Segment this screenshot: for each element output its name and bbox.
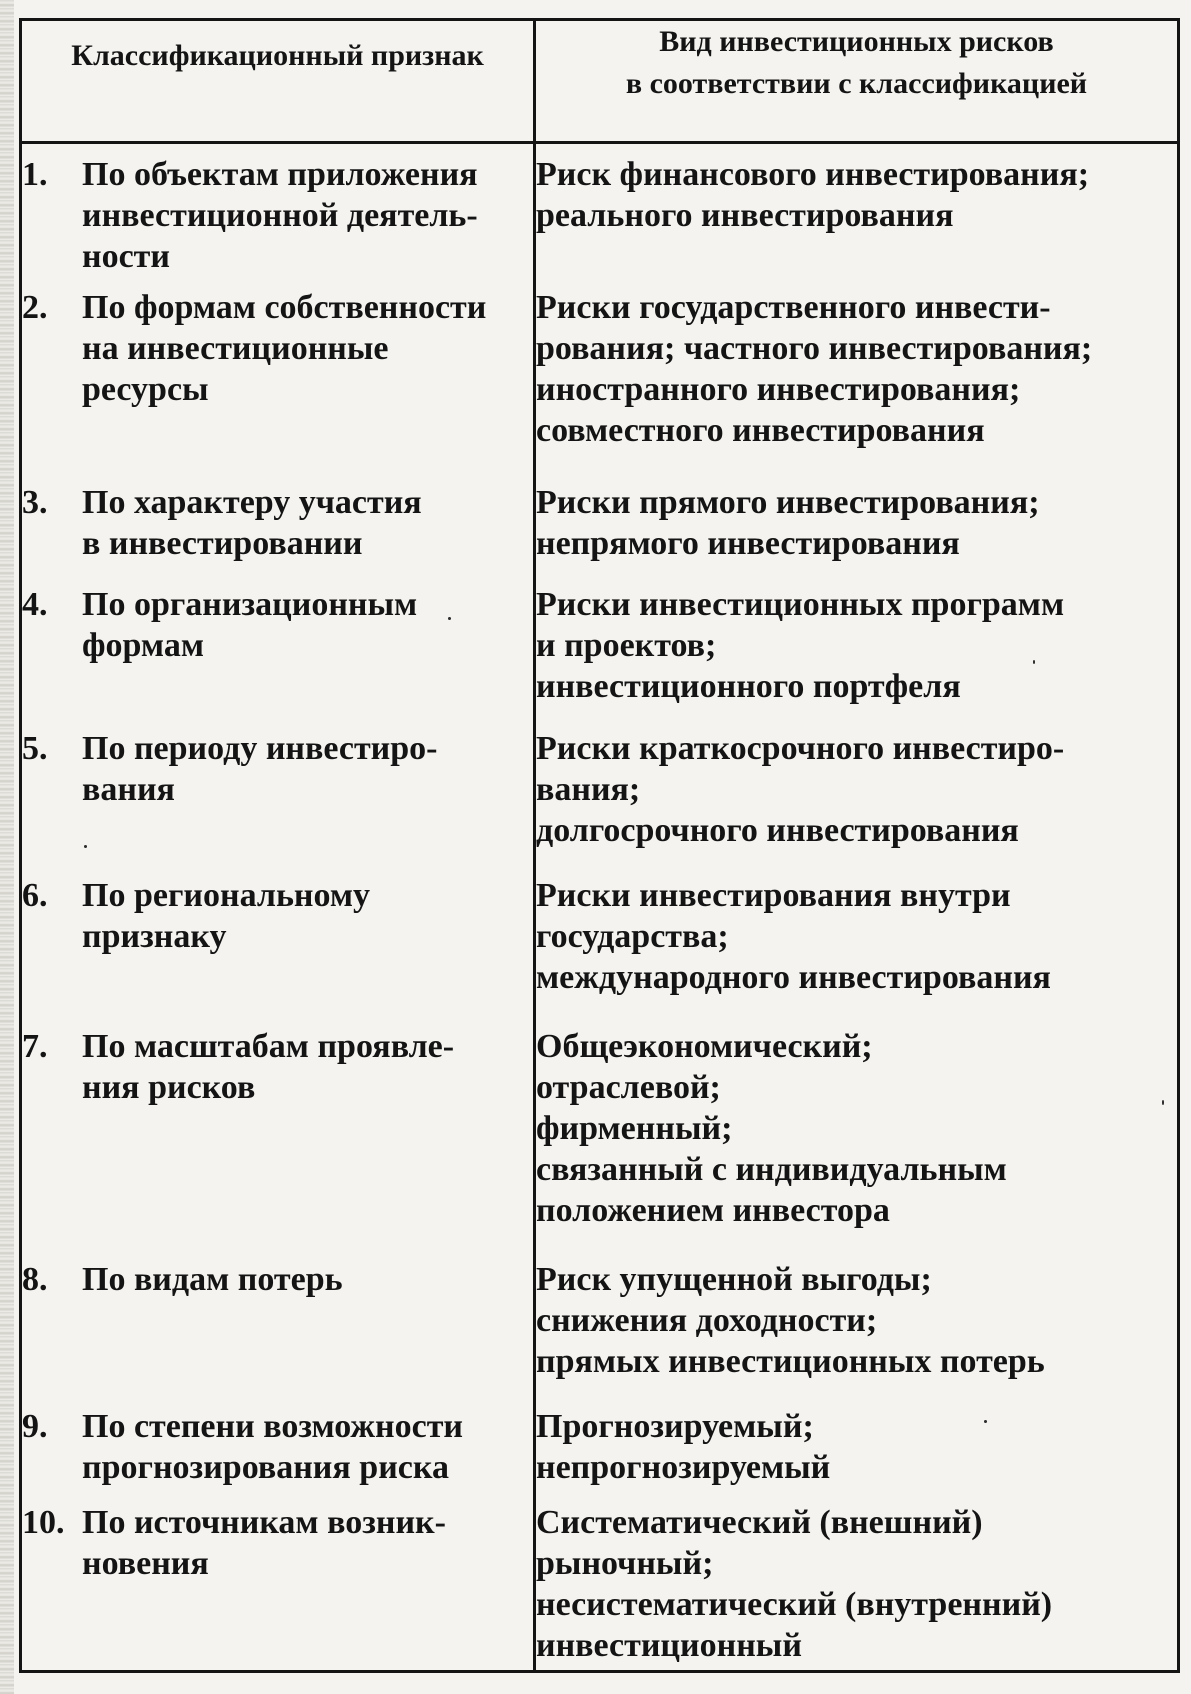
criterion-line: вания	[82, 770, 175, 808]
table-row	[21, 143, 1179, 284]
risk-type-line: отраслевой;	[536, 1069, 721, 1107]
header-criterion: Классификационный признак	[21, 20, 535, 143]
header-risk-type-line-2: в соответствии с классификацией	[625, 67, 1088, 100]
criterion-line: По организационным	[82, 585, 418, 623]
criterion-cell	[21, 871, 535, 1022]
risk-type-line: государства;	[536, 917, 729, 955]
criterion-text	[82, 728, 510, 810]
risk-type-line: и проектов;	[536, 626, 717, 664]
risk-type-line: международного инвестирования	[536, 958, 1051, 996]
criterion-line: По степени возможности	[82, 1408, 463, 1446]
criterion-line: признаку	[82, 917, 227, 955]
scan-speck	[1033, 660, 1035, 664]
risk-type-line: рыночный;	[536, 1545, 714, 1583]
risk-type-line: совместного инвестирования	[536, 412, 985, 450]
row-number: 4.	[22, 585, 48, 623]
risk-type-line: Риски прямого инвестирования;	[536, 483, 1040, 521]
criterion-cell	[21, 580, 535, 724]
risk-type-cell	[535, 478, 1179, 580]
row-number: 1.	[22, 156, 48, 193]
risk-type-line: инвестиционный	[536, 1627, 802, 1665]
row-number: 7.	[22, 1028, 48, 1066]
criterion-line: По региональному	[82, 876, 371, 914]
criterion-line: формам	[82, 626, 205, 664]
scan-speck	[984, 1420, 987, 1423]
scan-speck	[448, 617, 451, 620]
risk-type-cell	[535, 580, 1179, 724]
risk-type-line: Риски государственного инвести-	[536, 289, 1051, 327]
table-row	[21, 1022, 1179, 1255]
risk-type-cell	[535, 143, 1179, 284]
criterion-text	[82, 287, 510, 410]
table-row	[21, 724, 1179, 871]
criterion-line: По масштабам проявле-	[82, 1028, 455, 1066]
risk-type-line: реального инвестирования	[536, 197, 954, 234]
risk-type-cell	[535, 1498, 1179, 1671]
risk-type-line: связанный с индивидуальным	[536, 1151, 1007, 1189]
risk-type-line: непрямого инвестирования	[536, 524, 960, 562]
risk-type-line: Прогнозируемый;	[536, 1408, 814, 1446]
criterion-text	[82, 154, 510, 277]
criterion-text	[82, 1502, 510, 1584]
risk-type-line: несистематический (внутренний)	[536, 1586, 1053, 1624]
criterion-cell	[21, 724, 535, 871]
criterion-cell	[21, 1402, 535, 1498]
risk-type-line: Систематический (внешний)	[536, 1504, 983, 1542]
table-row	[21, 1498, 1179, 1671]
criterion-text	[82, 584, 510, 666]
table-row	[21, 580, 1179, 724]
criterion-line: По видам потерь	[82, 1261, 343, 1299]
risk-type-cell	[535, 724, 1179, 871]
header-risk-type-line-1: Вид инвестиционных рисков	[659, 25, 1054, 58]
risk-type-cell	[535, 871, 1179, 1022]
scan-speck	[84, 845, 87, 848]
row-number: 9.	[22, 1408, 48, 1446]
row-number: 8.	[22, 1261, 48, 1299]
criterion-text	[82, 875, 510, 957]
criterion-line: По характеру участия	[82, 483, 422, 521]
criterion-cell	[21, 143, 535, 284]
criterion-line: новения	[82, 1545, 209, 1583]
risk-type-line: снижения доходности;	[536, 1302, 878, 1340]
criterion-cell	[21, 1255, 535, 1402]
table-row	[21, 1402, 1179, 1498]
criterion-line: прогнозирования риска	[82, 1449, 449, 1487]
table-row	[21, 283, 1179, 477]
criterion-cell	[21, 478, 535, 580]
criterion-cell	[21, 1498, 535, 1671]
risk-type-cell	[535, 1402, 1179, 1498]
row-number: 10.	[22, 1504, 65, 1542]
risk-type-line: непрогнозируемый	[536, 1449, 831, 1487]
risk-type-cell	[535, 283, 1179, 477]
risk-type-line: Риски инвестирования внутри	[536, 876, 1011, 914]
criterion-text	[82, 1026, 510, 1108]
table-row	[21, 871, 1179, 1022]
risk-type-cell	[535, 1022, 1179, 1255]
risk-type-cell	[535, 1255, 1179, 1402]
criterion-cell	[21, 1022, 535, 1255]
criterion-line: ния рисков	[82, 1069, 256, 1107]
criterion-text	[82, 482, 510, 564]
risk-type-line: рования; частного инвестирования;	[536, 330, 1093, 368]
criterion-line: По периоду инвестиро-	[82, 729, 438, 767]
header-risk-type	[535, 20, 1179, 143]
scan-speck	[1162, 1100, 1164, 1105]
criterion-cell	[21, 283, 535, 477]
criterion-line: на инвестиционные	[82, 330, 389, 368]
risk-type-line: вания;	[536, 770, 641, 808]
risk-type-line: долгосрочного инвестирования	[536, 811, 1019, 849]
risk-type-line: инвестиционного портфеля	[536, 667, 961, 705]
risk-type-line: прямых инвестиционных потерь	[536, 1343, 1045, 1381]
risk-type-line: Риск финансового инвестирования;	[536, 156, 1090, 193]
risk-type-line: Риски инвестиционных программ	[536, 585, 1065, 623]
row-number: 6.	[22, 876, 48, 914]
risk-type-line: Риски краткосрочного инвестиро-	[536, 729, 1065, 767]
row-number: 2.	[22, 289, 48, 327]
risk-type-line: Риск упущенной выгоды;	[536, 1261, 932, 1299]
criterion-text	[82, 1259, 510, 1300]
risk-type-line: Общеэкономический;	[536, 1028, 873, 1066]
scan-page-edge	[0, 0, 14, 1694]
criterion-line: инвестиционной деятель-	[82, 197, 478, 234]
criterion-text	[82, 1406, 510, 1488]
criterion-line: По объектам приложения	[82, 156, 478, 193]
criterion-line: По источникам возник-	[82, 1504, 446, 1542]
row-number: 5.	[22, 729, 48, 767]
table-row	[21, 478, 1179, 580]
risk-type-line: положением инвестора	[536, 1192, 890, 1230]
risk-type-line: иностранного инвестирования;	[536, 371, 1021, 409]
risk-type-line: фирменный;	[536, 1110, 733, 1148]
row-number: 3.	[22, 483, 48, 521]
criterion-line: ности	[82, 238, 170, 275]
table-header-row	[21, 20, 1179, 143]
criterion-line: ресурсы	[82, 371, 209, 409]
table-row	[21, 1255, 1179, 1402]
risk-classification-table	[19, 18, 1180, 1673]
criterion-line: в инвестировании	[82, 524, 363, 562]
criterion-line: По формам собственности	[82, 289, 487, 327]
